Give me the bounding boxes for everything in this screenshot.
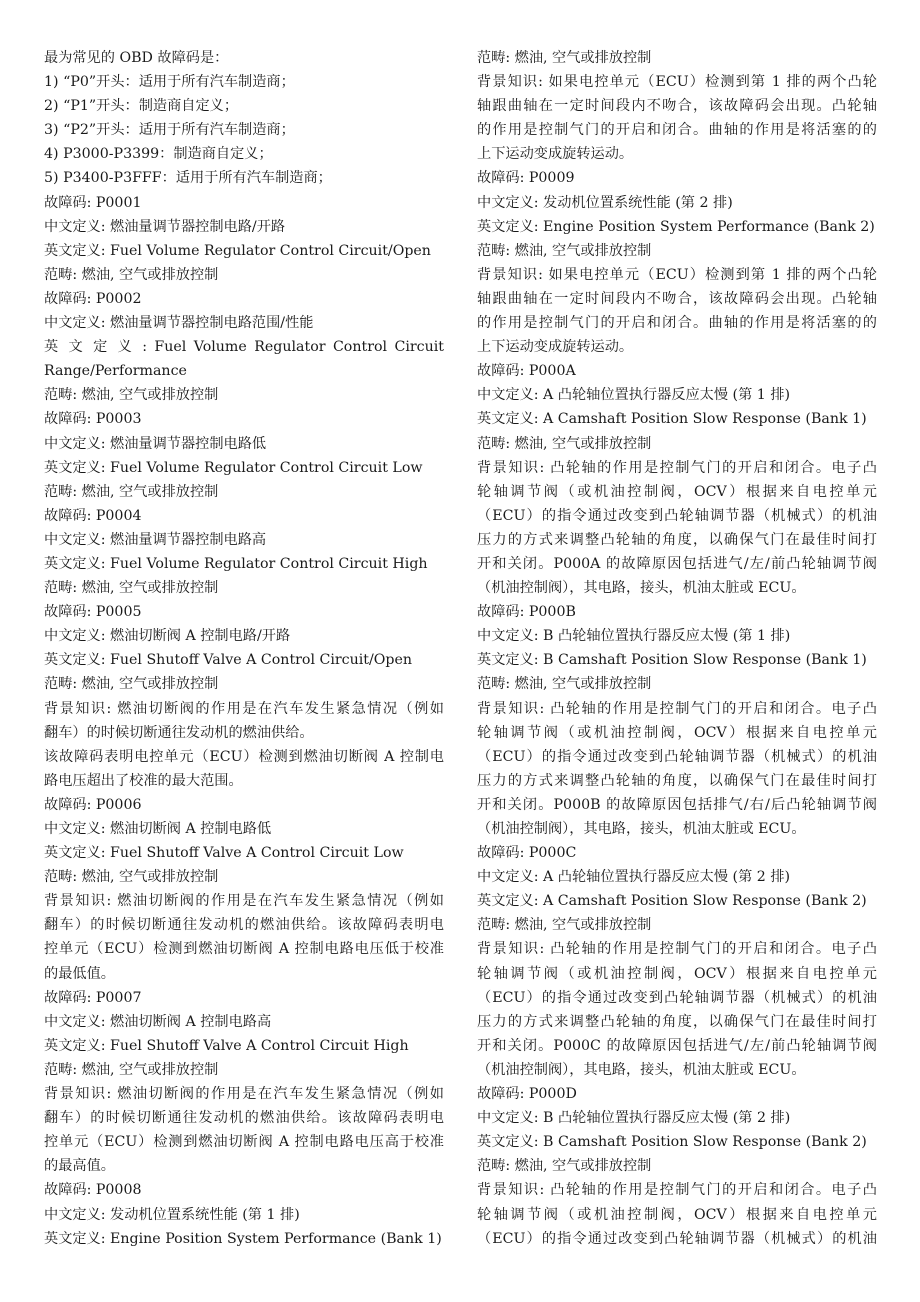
text-line: 的作用是控制气门的开启和闭合。曲轴的作用是将活塞的的: [477, 122, 877, 139]
text-line: （机油控制阀），其电路，接头，机油太脏或 ECU。: [477, 580, 806, 597]
text-line: 中文定义: 发动机位置系统性能 (第 2 排): [477, 194, 733, 211]
text-line: 中文定义: 燃油切断阀 A 控制电路/开路: [44, 628, 291, 645]
text-line: 故障码: P000A: [477, 363, 576, 380]
text-line: 英文定义: B Camshaft Position Slow Response (Bank 2): [477, 1134, 867, 1151]
text-line: 3) “P2”开头：适用于所有汽车制造商；: [44, 122, 295, 139]
text-line: 背景知识: 凸轮轴的作用是控制气门的开启和闭合。电子凸: [477, 700, 877, 717]
text-line: （ECU）的指令通过改变到凸轮轴调节器（机械式）的机油: [477, 989, 877, 1006]
text-line: 背景知识: 燃油切断阀的作用是在汽车发生紧急情况（例如: [44, 700, 444, 717]
text-line: 故障码: P0005: [44, 604, 142, 621]
text-line: 背景知识: 如果电控单元（ECU）检测到第 1 排的两个凸轮: [477, 74, 877, 91]
text-line: 控单元（ECU）检测到燃油切断阀 A 控制电路电压高于校准: [44, 1134, 444, 1151]
text-line: 1) “P0”开头：适用于所有汽车制造商；: [44, 74, 295, 91]
text-line: 路电压超出了校准的最大范围。: [44, 772, 243, 789]
text-line: 中文定义: 燃油切断阀 A 控制电路低: [44, 821, 272, 837]
text-line: 英文定义: Fuel Shutoff Valve A Control Circuit High: [44, 1037, 409, 1054]
text-line: 范畴: 燃油, 空气或排放控制: [477, 917, 652, 934]
text-line: 轮轴调节阀（或机油控制阀，OCV）根据来自电控单元: [477, 724, 877, 741]
text-line: 背景知识: 如果电控单元（ECU）检测到第 1 排的两个凸轮: [477, 266, 877, 283]
text-line: 翻车）的时候切断通往发动机的燃油供给。该故障码表明电: [44, 1110, 444, 1127]
text-line: 开和关闭。P000C 的故障原因包括进气/左/前凸轮轴调节阀: [477, 1037, 877, 1054]
text-line: （ECU）的指令通过改变到凸轮轴调节器（机械式）的机油: [477, 1230, 877, 1247]
right-text-column: [477, 46, 877, 1251]
text-line: 背景知识: 凸轮轴的作用是控制气门的开启和闭合。电子凸: [477, 1182, 877, 1199]
text-line: 故障码: P000B: [477, 604, 576, 621]
text-line: 英文定义: Fuel Shutoff Valve A Control Circuit/Open: [44, 652, 413, 669]
text-line: 故障码: P0007: [44, 989, 142, 1006]
text-line: 中文定义: B 凸轮轴位置执行器反应太慢 (第 2 排): [477, 1110, 791, 1127]
text-line: 故障码: P0002: [44, 290, 142, 307]
text-line: 范畴: 燃油, 空气或排放控制: [44, 387, 219, 404]
text-line: 该故障码表明电控单元（ECU）检测到燃油切断阀 A 控制电: [44, 748, 444, 765]
text-line: 翻车）的时候切断通往发动机的燃油供给。该故障码表明电: [44, 917, 444, 934]
text-line: 范畴: 燃油, 空气或排放控制: [44, 1061, 219, 1078]
text-line: 中文定义: 燃油量调节器控制电路/开路: [44, 218, 286, 235]
text-line: 中文定义: 燃油量调节器控制电路范围/性能: [44, 315, 314, 332]
text-line: 2) “P1”开头：制造商自定义；: [44, 98, 239, 115]
text-line: 范畴: 燃油, 空气或排放控制: [44, 266, 219, 283]
text-line: 故障码: P0009: [477, 170, 575, 187]
text-line: 中文定义: 燃油量调节器控制电路高: [44, 531, 267, 548]
text-line: 范畴: 燃油, 空气或排放控制: [477, 242, 652, 259]
text-line: 轮轴调节阀（或机油控制阀，OCV）根据来自电控单元: [477, 483, 877, 500]
text-line: 范畴: 燃油, 空气或排放控制: [477, 435, 652, 452]
text-line: 英文定义: B Camshaft Position Slow Response (Bank 1): [477, 652, 867, 669]
text-line: 故障码: P0003: [44, 411, 142, 428]
text-line: 轮轴调节阀（或机油控制阀，OCV）根据来自电控单元: [477, 965, 877, 982]
text-line: 范畴: 燃油, 空气或排放控制: [44, 676, 219, 693]
text-line: （机油控制阀），其电路，接头，机油太脏或 ECU。: [477, 821, 806, 837]
text-line: 故障码: P000D: [477, 1086, 577, 1103]
text-line: 故障码: P0006: [44, 796, 142, 813]
text-line: 轴跟曲轴在一定时间段内不吻合，该故障码会出现。凸轮轴: [477, 98, 877, 115]
text-line: 英文定义: A Camshaft Position Slow Response (Bank 1): [477, 411, 867, 428]
text-line: 英文定义: Engine Position System Performance (Bank 2): [477, 218, 875, 235]
text-line: 范畴: 燃油, 空气或排放控制: [44, 483, 219, 500]
text-line: 背景知识: 燃油切断阀的作用是在汽车发生紧急情况（例如: [44, 1086, 444, 1103]
text-line: 英文定义: A Camshaft Position Slow Response (Bank 2): [477, 893, 867, 910]
text-line: 控单元（ECU）检测到燃油切断阀 A 控制电路电压低于校准: [44, 941, 444, 958]
text-line: 故障码: P000C: [477, 845, 577, 862]
text-line: 英文定义: Fuel Volume Regulator Control Circuit Low: [44, 459, 423, 476]
text-line: 英文定义: Engine Position System Performance (Bank 1): [44, 1230, 442, 1247]
text-line: 中文定义: 发动机位置系统性能 (第 1 排): [44, 1206, 300, 1223]
text-line: 的最高值。: [44, 1158, 115, 1175]
text-line: 压力的方式来调整凸轮轴的角度，以确保气门在最佳时间打: [477, 531, 877, 548]
text-line: （机油控制阀），其电路，接头，机油太脏或 ECU。: [477, 1061, 806, 1078]
text-line: 范畴: 燃油, 空气或排放控制: [44, 580, 219, 597]
text-line: 故障码: P0001: [44, 194, 142, 211]
text-line: 翻车）的时候切断通往发动机的燃油供给。: [44, 724, 314, 741]
text-line: 范畴: 燃油, 空气或排放控制: [44, 869, 219, 886]
text-line: 上下运动变成旋转运动。: [477, 339, 634, 356]
text-line: 开和关闭。P000A 的故障原因包括进气/左/前凸轮轴调节阀: [477, 555, 877, 572]
text-line: 故障码: P0004: [44, 507, 142, 524]
text-line: 英文定义: Fuel Volume Regulator Control Circuit/Open: [44, 242, 431, 259]
text-line: 范畴: 燃油, 空气或排放控制: [477, 50, 652, 66]
text-line: 中文定义: B 凸轮轴位置执行器反应太慢 (第 1 排): [477, 628, 791, 645]
text-line: 轮轴调节阀（或机油控制阀，OCV）根据来自电控单元: [477, 1206, 877, 1223]
text-line: Range/Performance: [44, 363, 187, 380]
left-text-column: [44, 46, 444, 1251]
text-line: 的作用是控制气门的开启和闭合。曲轴的作用是将活塞的的: [477, 315, 877, 332]
text-line: 中文定义: A 凸轮轴位置执行器反应太慢 (第 2 排): [477, 869, 791, 886]
text-line: 英文定义: Fuel Volume Regulator Control Circuit High: [44, 555, 428, 572]
text-line: 中文定义: A 凸轮轴位置执行器反应太慢 (第 1 排): [477, 387, 791, 404]
text-line: 范畴: 燃油, 空气或排放控制: [477, 1158, 652, 1175]
text-line: 开和关闭。P000B 的故障原因包括排气/右/后凸轮轴调节阀: [477, 796, 877, 813]
text-line: 最为常见的 OBD 故障码是：: [44, 50, 229, 66]
text-line: 的最低值。: [44, 965, 115, 982]
text-line: （ECU）的指令通过改变到凸轮轴调节器（机械式）的机油: [477, 748, 877, 765]
text-line: 轴跟曲轴在一定时间段内不吻合，该故障码会出现。凸轮轴: [477, 290, 877, 307]
text-line: 中文定义: 燃油量调节器控制电路低: [44, 435, 267, 452]
text-line: 背景知识: 燃油切断阀的作用是在汽车发生紧急情况（例如: [44, 893, 444, 910]
text-line: 5) P3400-P3FFF：适用于所有汽车制造商；: [44, 170, 332, 187]
text-line: 英 文 定 义 : Fuel Volume Regulator Control Circuit: [44, 339, 444, 356]
text-line: 压力的方式来调整凸轮轴的角度，以确保气门在最佳时间打: [477, 1013, 877, 1030]
text-line: 范畴: 燃油, 空气或排放控制: [477, 676, 652, 693]
text-line: 4) P3000-P3399：制造商自定义；: [44, 146, 273, 163]
text-line: 英文定义: Fuel Shutoff Valve A Control Circuit Low: [44, 845, 404, 862]
text-line: 背景知识: 凸轮轴的作用是控制气门的开启和闭合。电子凸: [477, 459, 877, 476]
text-line: 压力的方式来调整凸轮轴的角度，以确保气门在最佳时间打: [477, 772, 877, 789]
text-line: 故障码: P0008: [44, 1182, 142, 1199]
text-line: 上下运动变成旋转运动。: [477, 146, 634, 163]
text-line: 背景知识: 凸轮轴的作用是控制气门的开启和闭合。电子凸: [477, 941, 877, 958]
text-line: （ECU）的指令通过改变到凸轮轴调节器（机械式）的机油: [477, 507, 877, 524]
text-line: 中文定义: 燃油切断阀 A 控制电路高: [44, 1013, 272, 1030]
